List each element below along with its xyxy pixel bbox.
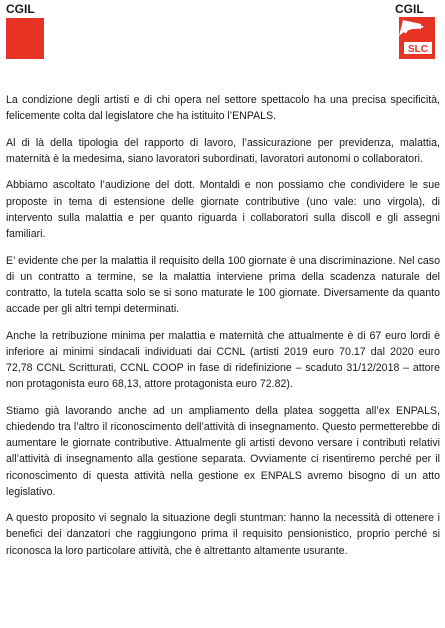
slc-emblem-icon: [395, 16, 439, 60]
paragraph-1: La condizione degli artisti e di chi opera nel settore spettacolo ha una precisa specificità, felicemente colta dal legislatore che ha istituito l’ENPALS.: [6, 94, 440, 123]
paragraph-4: E’ evidente che per la malattia il requisito della 100 giornate è una discriminazione. Nel caso di un contratto a termine, se la malattia interviene prima della scadenza naturale del contratto, la tutela scatta solo se si sono maturate le 100 giornate. Diversamente da quanto accade per gli altri tempi determinati.: [6, 254, 440, 316]
cgil-red-square-icon: [6, 18, 44, 59]
paragraph-6: Stiamo già lavorando anche ad un ampliamento della platea soggetta all’ex ENPALS, chiedendo tra l’altro il riconoscimento dell’attività di insegnamento. Questo permetterebbe di aumentare le giornate contributive. Attualmente gli artisti devono versare i contributi relativi all’attività di insegnamento alla gestione separata. Ovviamente ci risentiremo perché per il riconoscimento di questa attività nella gestione ex ENPALS avremo bisogno di un atto legislativo.: [6, 404, 440, 498]
cgil-logo-left: [6, 3, 44, 59]
paragraph-3: Abbiamo ascoltato l’audizione del dott. Montaldi e non possiamo che condividere le sue proposte in tema di estensione delle giornate contributive (uno vale: uno virgola), di intervento sulla malattia e per quanto riguarda i collaboratori sulla discoll e gli assegni familiari.: [6, 179, 440, 241]
document-body: [6, 92, 440, 569]
paragraph-2: Al di là della tipologia del rapporto di lavoro, l’assicurazione per previdenza, malattia, maternità è la medesima, siano lavoratori subordinati, lavoratori autonomi o collaboratori.: [6, 136, 440, 165]
cgil-slc-logo-right: [395, 3, 439, 59]
cgil-logo-right-text: CGIL: [395, 2, 424, 16]
paragraph-7: A questo proposito vi segnalo la situazione degli stuntman: hanno la necessità di ottenere i benefici dei danzatori che raggiungono prima il requisito pensionistico, proprio perché si riconosca la loro particolare attività, che è altrettanto altamente usurante.: [6, 512, 440, 557]
paragraph-5: Anche la retribuzione minima per malattia e maternità che attualmente è di 67 euro lordi è inferiore ai minimi sindacali individuati dai CCNL (artisti 2019 euro 70.17 dal 2020 euro 72,78 CCNL Scritturati, CCNL COOP in fase di ridefinizione – scaduto 31/12/2018 – attore non protagonista euro 68,13, attore protagonista euro 72.82).: [6, 329, 440, 391]
cgil-logo-left-text: CGIL: [6, 2, 35, 16]
slc-label: SLC: [408, 44, 428, 55]
